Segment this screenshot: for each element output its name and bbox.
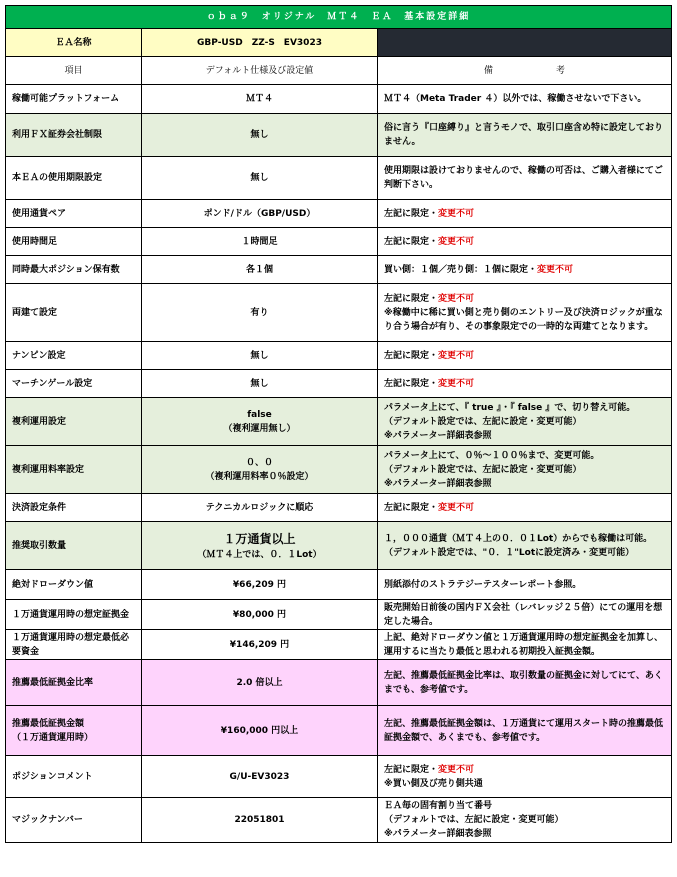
row-note [378,342,672,370]
table-row [6,398,672,446]
row-value: １時間足 [142,228,378,256]
note-text: ※稼働中に稀に買い側と売り側のエントリー及び決済ロジックが重なり合う場合が有り、その事象限定での一時的な両建てとなります。 [384,307,663,332]
header-note: 備 考 [378,57,672,85]
table-row [6,256,672,284]
note-text: 左記に限定・ [384,764,439,775]
row-item: 推奨取引数量 [6,522,142,570]
row-note [378,228,672,256]
value-sub: （複利運用無し） [223,423,296,434]
row-value: 有り [142,284,378,342]
row-item: 複利運用料率設定 [6,446,142,494]
fixed-label: 変更不可 [438,502,475,513]
row-note: 左記、推薦最低証拠金額は、１万通貨にて運用スタート時の推薦最低証拠金額で、あくまでも、参考値です。 [378,706,672,756]
row-note: 上記、絶対ドローダウン値と１万通貨運用時の想定証拠金を加算し、運用するに当たり最低と思われる初期投入証拠金額。 [378,630,672,660]
row-note: 使用期限は設けておりませんので、稼働の可否は、ご購入者様にてご判断下さい。 [378,157,672,200]
ea-name-value: GBP-USD ZZ-S EV3023 [142,29,378,57]
table-row [6,756,672,798]
fixed-label: 変更不可 [438,378,475,389]
row-note [378,522,672,570]
row-item: 同時最大ポジション保有数 [6,256,142,284]
table-row [6,228,672,256]
header-default: デフォルト仕様及び設定値 [142,57,378,85]
row-value: ¥66,209 円 [142,570,378,600]
item-main: 推薦最低証拠金額 [12,718,85,729]
note-text: 左記に限定・ [384,502,439,513]
row-value: 無し [142,114,378,157]
note-text: １，０００通貨（ＭＴ４上の０．０１Lot）からでも稼働は可能。 [384,533,653,544]
row-note [378,284,672,342]
row-note [378,398,672,446]
row-note: 俗に言う『口座縛り』と言うモノで、取引口座含め特に設定しておりません。 [378,114,672,157]
value-sub: （複利運用料率０％設定） [205,471,314,482]
table-row [6,494,672,522]
row-item: 利用ＦＸ証券会社制限 [6,114,142,157]
note-text: ※パラメーター詳細表参照 [384,829,492,839]
table-row [6,114,672,157]
row-value: 2.0 倍以上 [142,660,378,706]
row-item: ナンピン設定 [6,342,142,370]
row-value: 無し [142,157,378,200]
note-text: 左記に限定・ [384,236,439,247]
row-item: 決済設定条件 [6,494,142,522]
row-item: 絶対ドローダウン値 [6,570,142,600]
note-text: （デフォルト設定では、"０．１"Lotに設定済み・変更可能） [384,547,635,558]
row-value [142,522,378,570]
fixed-label: 変更不可 [438,350,475,361]
row-value: テクニカルロジックに順応 [142,494,378,522]
row-note: ＭＴ４（Meta Trader ４）以外では、稼働させないで下さい。 [378,85,672,114]
row-item: 複利運用設定 [6,398,142,446]
table-row [6,200,672,228]
fixed-label: 変更不可 [438,293,475,304]
note-text: 左記に限定・ [384,208,439,219]
table-row [6,630,672,660]
row-value [142,446,378,494]
row-value [142,398,378,446]
row-item: １万通貨運用時の想定証拠金 [6,600,142,630]
row-item [6,706,142,756]
note-text: ＥＡ毎の固有割り当て番号 [384,801,493,811]
note-text: 左記に限定・ [384,350,439,361]
table-row [6,660,672,706]
note-text: 左記に限定・ [384,293,439,304]
table-row [6,446,672,494]
row-item: １万通貨運用時の想定最低必要資金 [6,630,142,660]
value-main: ０、０ [245,457,273,468]
row-item: マーチンゲール設定 [6,370,142,398]
row-item: 本ＥＡの使用期限設定 [6,157,142,200]
row-note: 別紙添付のストラテジーテスターレポート参照。 [378,570,672,600]
table-row [6,157,672,200]
item-sub: （１万通貨運用時） [12,732,94,743]
row-item: 使用時間足 [6,228,142,256]
row-value: 各１個 [142,256,378,284]
table-row [6,570,672,600]
row-value: 22051801 [142,798,378,843]
row-value: ポンド/ドル（GBP/USD） [142,200,378,228]
row-item: 使用通貨ペア [6,200,142,228]
note-text: （デフォルト設定では、左記に設定・変更可能） [384,416,582,427]
table-row [6,370,672,398]
row-value: ＭＴ４ [142,85,378,114]
fixed-label: 変更不可 [537,264,574,275]
table-row [6,342,672,370]
table-row [6,798,672,843]
row-item: 両建て設定 [6,284,142,342]
table-row [6,600,672,630]
note-text: （デフォルト設定では、左記に設定・変更可能） [384,464,582,475]
row-value: ¥146,209 円 [142,630,378,660]
row-note [378,370,672,398]
sheet-title: ｏｂａ９ オリジナル ＭＴ４ ＥＡ 基本設定詳細 [6,6,672,29]
note-text: ※買い側及び売り側共通 [384,778,483,789]
row-value: 無し [142,342,378,370]
table-row [6,284,672,342]
note-text: 左記に限定・ [384,378,439,389]
value-main: false [247,409,272,420]
value-sub: （ＭＴ４上では、０．１Lot） [197,549,322,560]
table-row [6,706,672,756]
row-item: マジックナンバー [6,798,142,843]
ea-name-label: ＥＡ名称 [6,29,142,57]
row-note [378,494,672,522]
note-text: ※パラメーター詳細表参照 [384,478,492,489]
row-note [378,446,672,494]
row-note: 販売開始日前後の国内ＦＸ会社（レバレッジ２５倍）にての運用を想定した場合。 [378,600,672,630]
row-value: ¥80,000 円 [142,600,378,630]
row-note: 左記、推薦最低証拠金比率は、取引数量の証拠金に対してにて、あくまでも、参考値です。 [378,660,672,706]
row-item: 稼働可能プラットフォーム [6,85,142,114]
row-value: ¥160,000 円以上 [142,706,378,756]
ea-name-blank [378,29,672,57]
fixed-label: 変更不可 [438,208,475,219]
settings-table [5,5,672,843]
row-value: G/U-EV3023 [142,756,378,798]
table-row [6,85,672,114]
row-note [378,200,672,228]
header-item: 項目 [6,57,142,85]
row-note [378,756,672,798]
note-text: （デフォルトでは、左記に設定・変更可能） [384,815,564,825]
fixed-label: 変更不可 [438,236,475,247]
note-text: 買い側：１個／売り側：１個に限定・ [384,264,538,275]
row-note [378,256,672,284]
note-text: パラメータ上にて、０％～１００％まで、変更可能。 [384,450,600,461]
note-text: パラメータ上にて、『 true 』・『 false 』で、切り替え可能。 [384,402,636,413]
row-value: 無し [142,370,378,398]
row-note [378,798,672,843]
row-item: 推薦最低証拠金比率 [6,660,142,706]
table-row [6,522,672,570]
row-item: ポジションコメント [6,756,142,798]
fixed-label: 変更不可 [438,764,475,775]
value-main: １万通貨以上 [223,531,296,546]
note-text: ※パラメーター詳細表参照 [384,430,492,441]
